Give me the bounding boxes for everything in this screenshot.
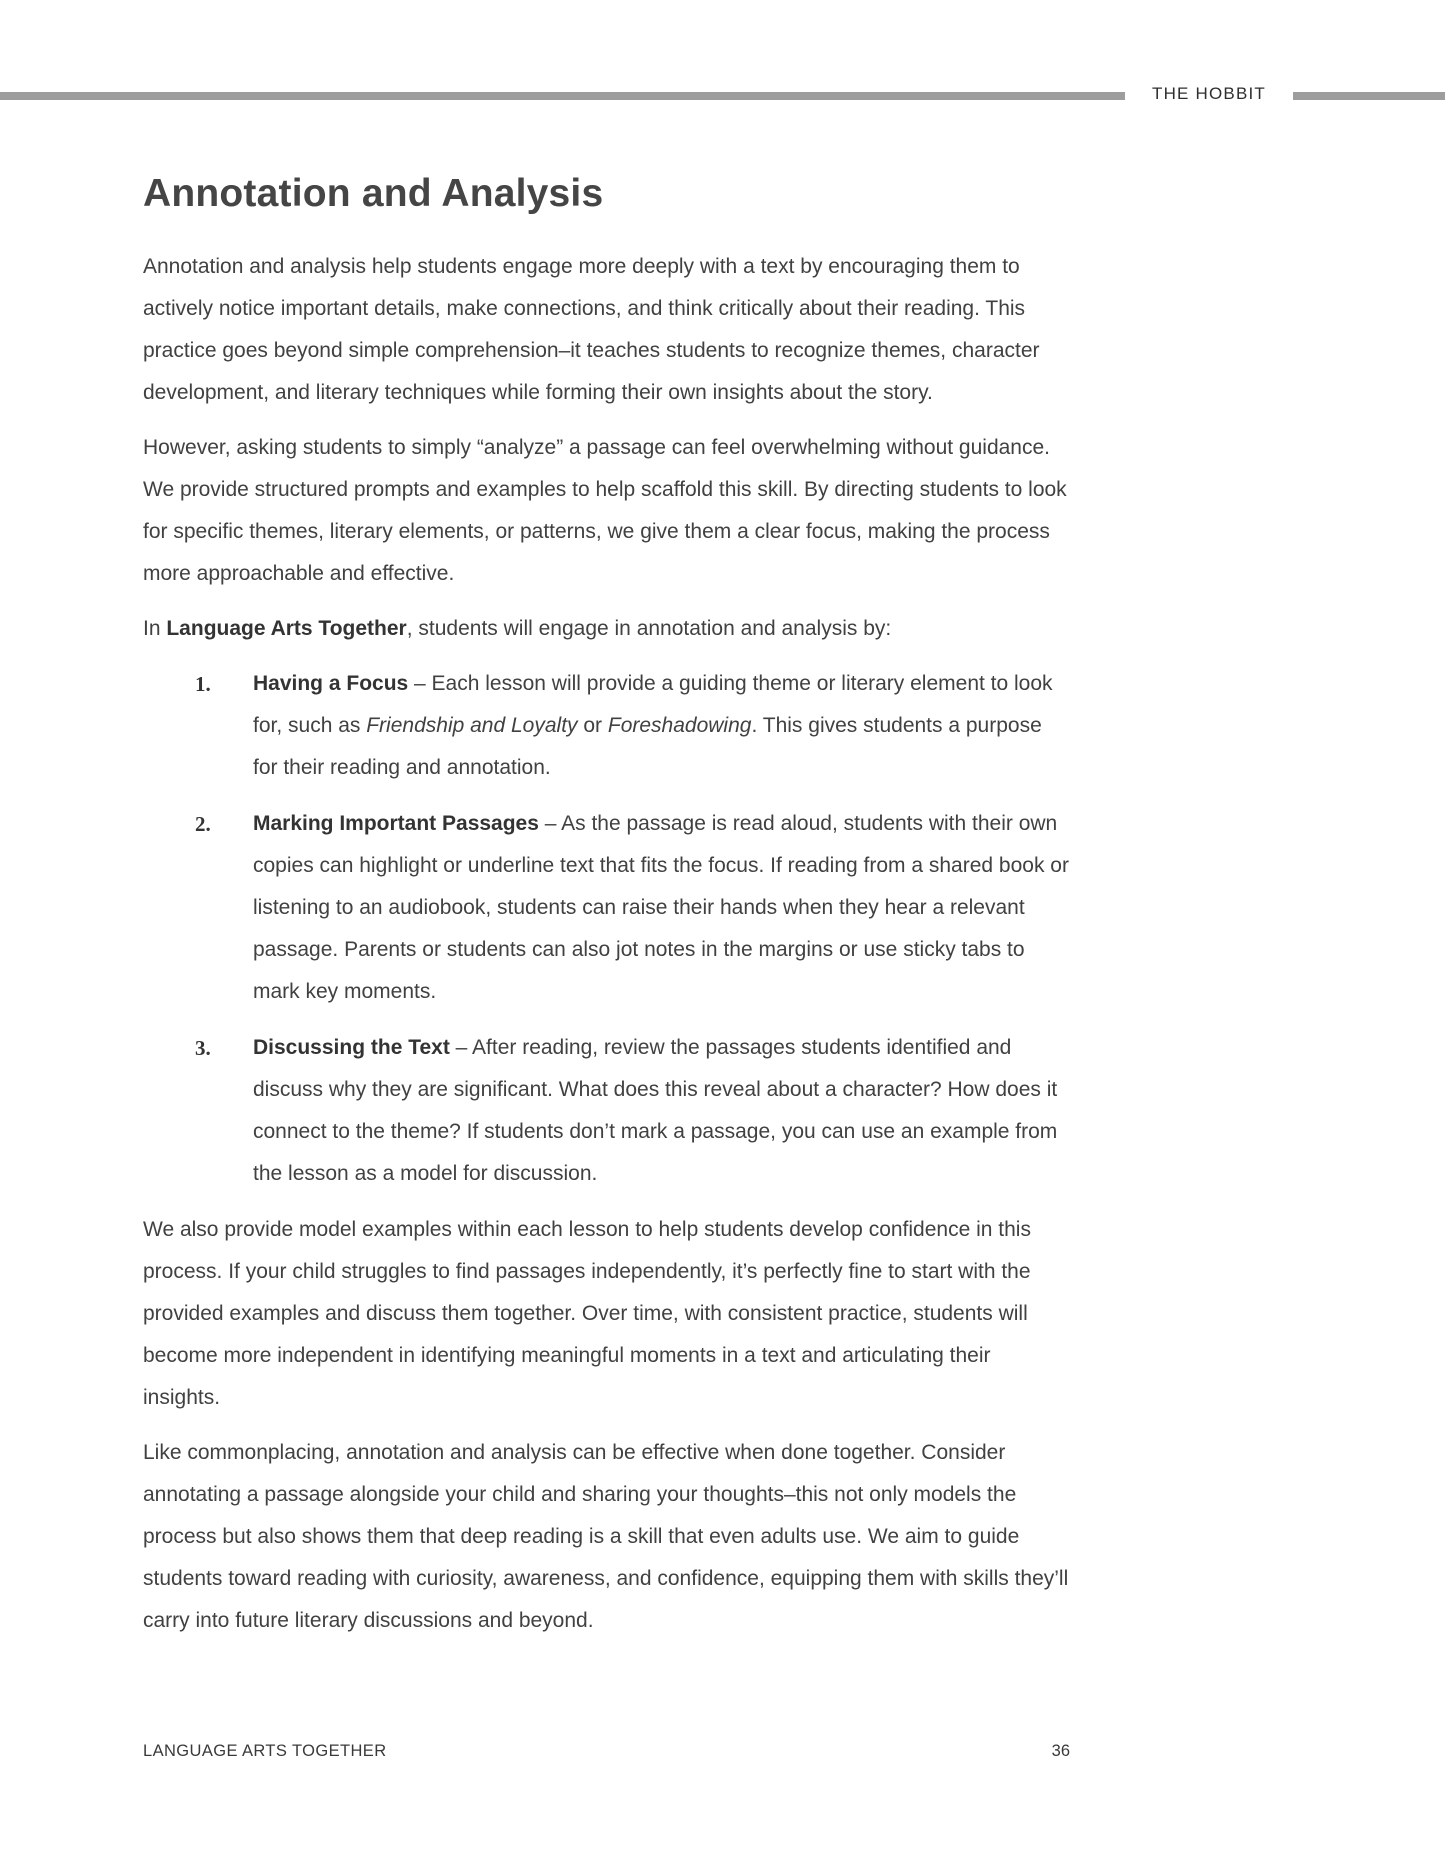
paragraph-intro: Annotation and analysis help students engage more deeply with a text by encouraging them to actively notice important details, make connections, and think critically about their reading. This practice goes beyond simple comprehension–it teaches students to recognize themes, character development, and literary techniques while forming their own insights about the story.: [143, 255, 1040, 404]
list-number: 1.: [195, 672, 211, 696]
page-header: [0, 86, 1445, 106]
list-item-discussing-text: [143, 1027, 1070, 1195]
running-title: THE HOBBIT: [1151, 84, 1266, 103]
page-title: Annotation and Analysis: [143, 172, 604, 215]
footer-title: LANGUAGE ARTS TOGETHER: [143, 1742, 387, 1760]
paragraph-guidance: However, asking students to simply “analyze” a passage can feel overwhelming without guidance. We provide structured prompts and examples to help scaffold this skill. By directing students to look for specific themes, literary elements, or patterns, we give them a clear focus, making the process more approachable and effective.: [143, 436, 1067, 585]
list-item-text: Discussing the Text – After reading, review the passages students identified and discuss why they are significant. What does this reveal about a character? How does it connect to the theme? If students don’t mark a passage, you can use an example from the lesson as a model for discussion.: [253, 1036, 1058, 1185]
header-rule-left: [0, 92, 1125, 100]
paragraph-commonplacing: Like commonplacing, annotation and analysis can be effective when done together. Consider annotating a passage alongside your child and sharing your thoughts–this not only models the process but also shows them that deep reading is a skill that even adults use. We aim to guide students toward reading with curiosity, awareness, and confidence, equipping them with skills they’ll carry into future literary discussions and beyond.: [143, 1441, 1069, 1632]
list-number: 2.: [195, 812, 211, 836]
page-footer: [143, 1742, 1070, 1761]
list-item-text: Marking Important Passages – As the passage is read aloud, students with their own copies can highlight or underline text that fits the focus. If reading from a shared book or listening to an audiobook, students can raise their hands when they hear a relevant passage. Parents or students can also jot notes in the margins or use sticky tabs to mark key moments.: [253, 812, 1069, 1003]
header-rule-right: [1293, 92, 1445, 100]
list-item-marking-passages: [143, 803, 1070, 1013]
list-number: 3.: [195, 1036, 211, 1060]
page-content: [143, 172, 1070, 1655]
page-number: 36: [1051, 1742, 1070, 1760]
paragraph-model-examples: We also provide model examples within each lesson to help students develop confidence in this process. If your child struggles to find passages independently, it’s perfectly fine to start with the provided examples and discuss them together. Over time, with consistent practice, students will become more independent in identifying meaningful moments in a text and articulating their insights.: [143, 1218, 1031, 1409]
numbered-list: [143, 663, 1070, 1195]
list-item-having-a-focus: [143, 663, 1070, 789]
list-item-text: Having a Focus – Each lesson will provide a guiding theme or literary element to look for, such as Friendship and Loyalty or Foreshadowing. This gives students a purpose for their reading and annotation.: [253, 672, 1053, 779]
paragraph-list-lead-in: In Language Arts Together, students will engage in annotation and analysis by:: [143, 617, 892, 640]
